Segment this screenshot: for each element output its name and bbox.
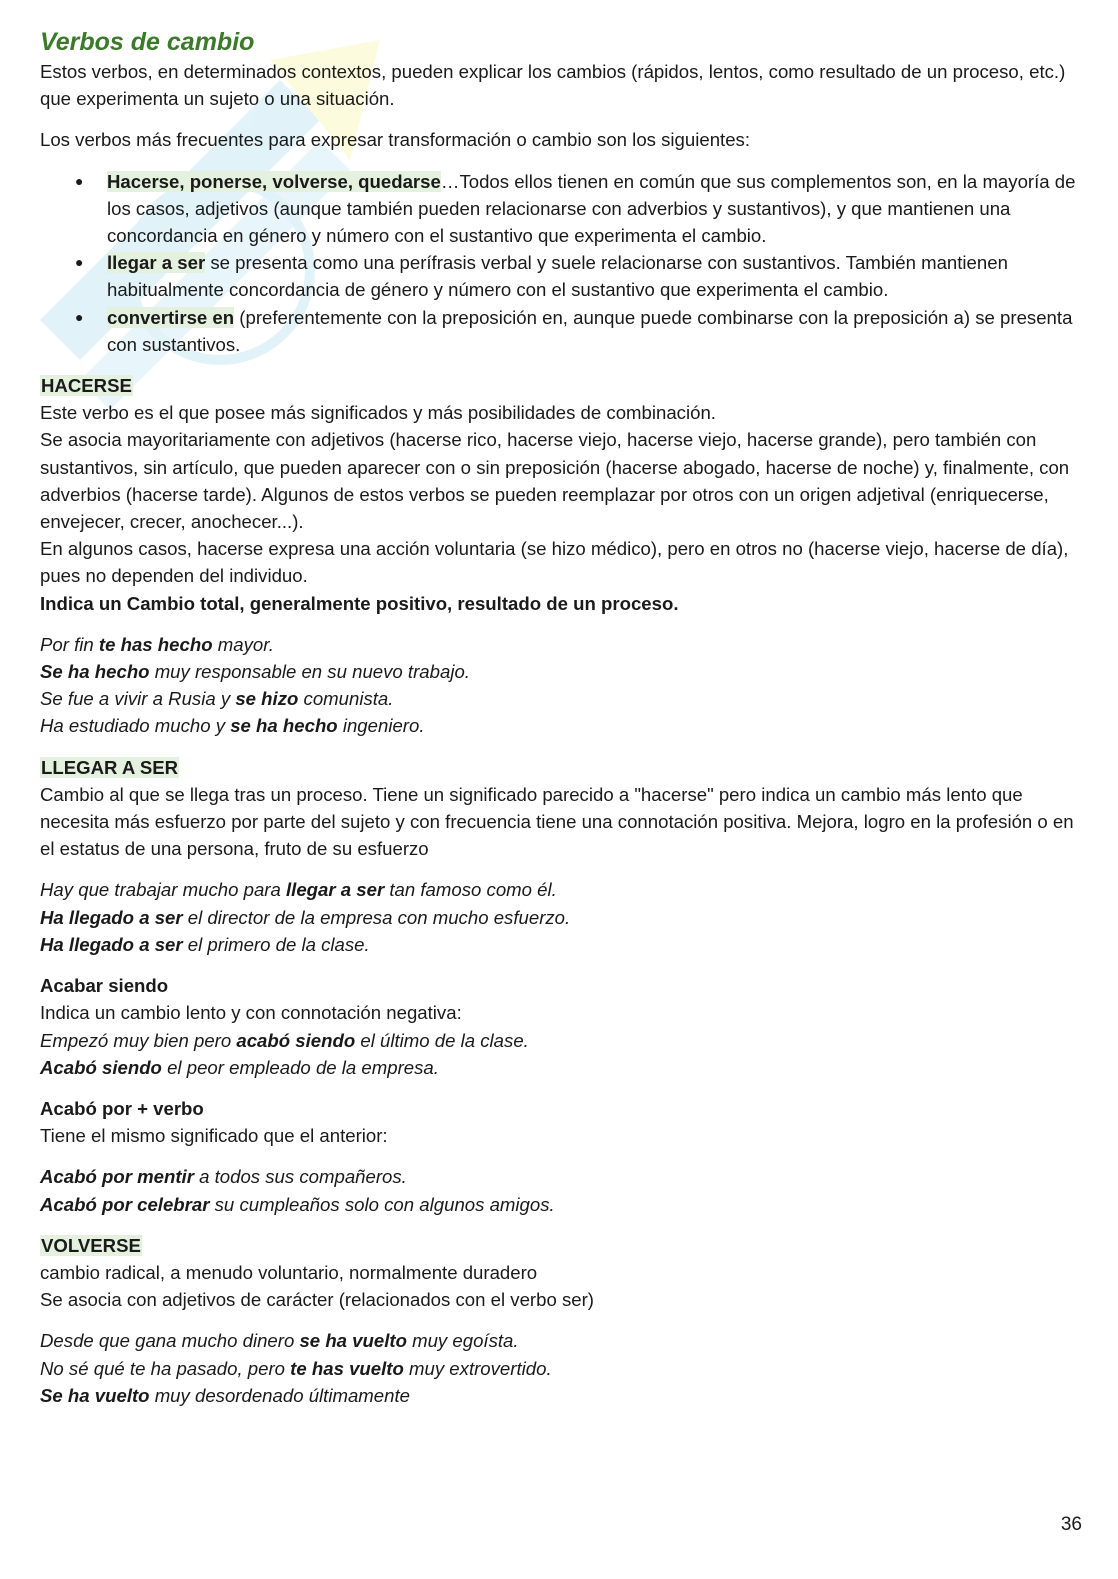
paragraph: Se asocia con adjetivos de carácter (relacionados con el verbo ser) <box>40 1289 594 1311</box>
paragraph: Indica un cambio lento y con connotación negativa: <box>40 1002 462 1024</box>
bullet-term: convertirse en <box>107 306 235 328</box>
paragraph: Se asocia mayoritariamente con adjetivos (hacerse rico, hacerse viejo, hacerse viejo, hacerse grande), pero también con sustantivos, sin artículo, que pueden aparecer con o sin preposición (hacerse abogado, hacerse de noche) y, finalmente, con adverbios (hacerse tarde). Algunos de estos verbos se pueden reemplazar por otros con un origen adjetival (enriquecerse, envejecer, crecer, anochecer...). <box>40 429 1070 533</box>
bullet-term: Hacerse, ponerse, volverse, quedarse <box>107 170 441 192</box>
paragraph: En algunos casos, hacerse expresa una acción voluntaria (se hizo médico), pero en otros no (hacerse viejo, hacerse de día), pues no dependen del individuo. <box>40 538 1069 587</box>
example-line: Empezó muy bien pero acabó siendo el último de la clase. <box>40 1029 529 1051</box>
section-heading-acabar-siendo: Acabar siendo <box>40 975 169 997</box>
paragraph: Tiene el mismo significado que el anterior: <box>40 1125 388 1147</box>
page-number: 36 <box>1060 1514 1082 1535</box>
document-body <box>40 26 1080 1409</box>
section-heading-acabo-por: Acabó por + verbo <box>40 1097 204 1119</box>
section-heading-llegar-a-ser: LLEGAR A SER <box>41 756 179 778</box>
example-line: Se ha hecho muy responsable en su nuevo trabajo. <box>40 661 470 683</box>
bullet-text: (preferentemente con la preposición en, aunque puede combinarse con la preposición a) se presenta con sustantivos. <box>107 306 1073 355</box>
example-line: Ha llegado a ser el director de la empresa con mucho esfuerzo. <box>40 906 571 928</box>
example-line: Ha estudiado mucho y se ha hecho ingeniero. <box>40 715 425 737</box>
example-line: Ha llegado a ser el primero de la clase. <box>40 933 370 955</box>
list-item <box>107 304 1080 358</box>
example-line: Acabó por celebrar su cumpleaños solo con algunos amigos. <box>40 1193 555 1215</box>
page-title: Verbos de cambio <box>40 28 255 56</box>
list-item <box>107 168 1080 250</box>
example-line: No sé qué te ha pasado, pero te has vuelto muy extrovertido. <box>40 1357 552 1379</box>
section-heading-volverse: VOLVERSE <box>41 1234 141 1256</box>
paragraph: Cambio al que se llega tras un proceso. Tiene un significado parecido a "hacerse" pero indica un cambio más lento que necesita más esfuerzo por parte del sujeto y con frecuencia tiene una connotación positiva. Mejora, logro en la profesión o en el estatus de una persona, fruto de su esfuerzo <box>40 783 1074 860</box>
summary-line: Indica un Cambio total, generalmente positivo, resultado de un proceso. <box>40 592 679 614</box>
verb-list <box>40 168 1080 358</box>
bullet-text: se presenta como una perífrasis verbal y suele relacionarse con sustantivos. También mantienen habitualmente concordancia de género y número con el sustantivo que experimenta el cambio. <box>107 252 1008 301</box>
section-heading-hacerse: HACERSE <box>41 375 132 397</box>
intro-paragraph: Estos verbos, en determinados contextos, pueden explicar los cambios (rápidos, lentos, como resultado de un proceso, etc.) que experimenta un sujeto o una situación. <box>40 61 1066 110</box>
example-line: Se ha vuelto muy desordenado últimamente <box>40 1384 410 1406</box>
example-line: Acabó por mentir a todos sus compañeros. <box>40 1166 407 1188</box>
example-line: Acabó siendo el peor empleado de la empresa. <box>40 1056 439 1078</box>
bullet-text: …Todos ellos tienen en común que sus complementos son, en la mayoría de los casos, adjetivos (aunque también pueden relacionarse con adverbios y sustantivos), y que mantienen una concordancia en género y número con el sustantivo que experimenta el cambio. <box>107 170 1076 247</box>
paragraph: cambio radical, a menudo voluntario, normalmente duradero <box>40 1261 538 1283</box>
example-line: Se fue a vivir a Rusia y se hizo comunista. <box>40 688 394 710</box>
example-line: Desde que gana mucho dinero se ha vuelto muy egoísta. <box>40 1330 519 1352</box>
example-line: Hay que trabajar mucho para llegar a ser tan famoso como él. <box>40 879 557 901</box>
paragraph: Este verbo es el que posee más significados y más posibilidades de combinación. <box>40 402 716 424</box>
intro-lead: Los verbos más frecuentes para expresar transformación o cambio son los siguientes: <box>40 129 751 151</box>
example-line: Por fin te has hecho mayor. <box>40 633 274 655</box>
list-item <box>107 249 1080 303</box>
bullet-term: llegar a ser <box>107 252 206 274</box>
